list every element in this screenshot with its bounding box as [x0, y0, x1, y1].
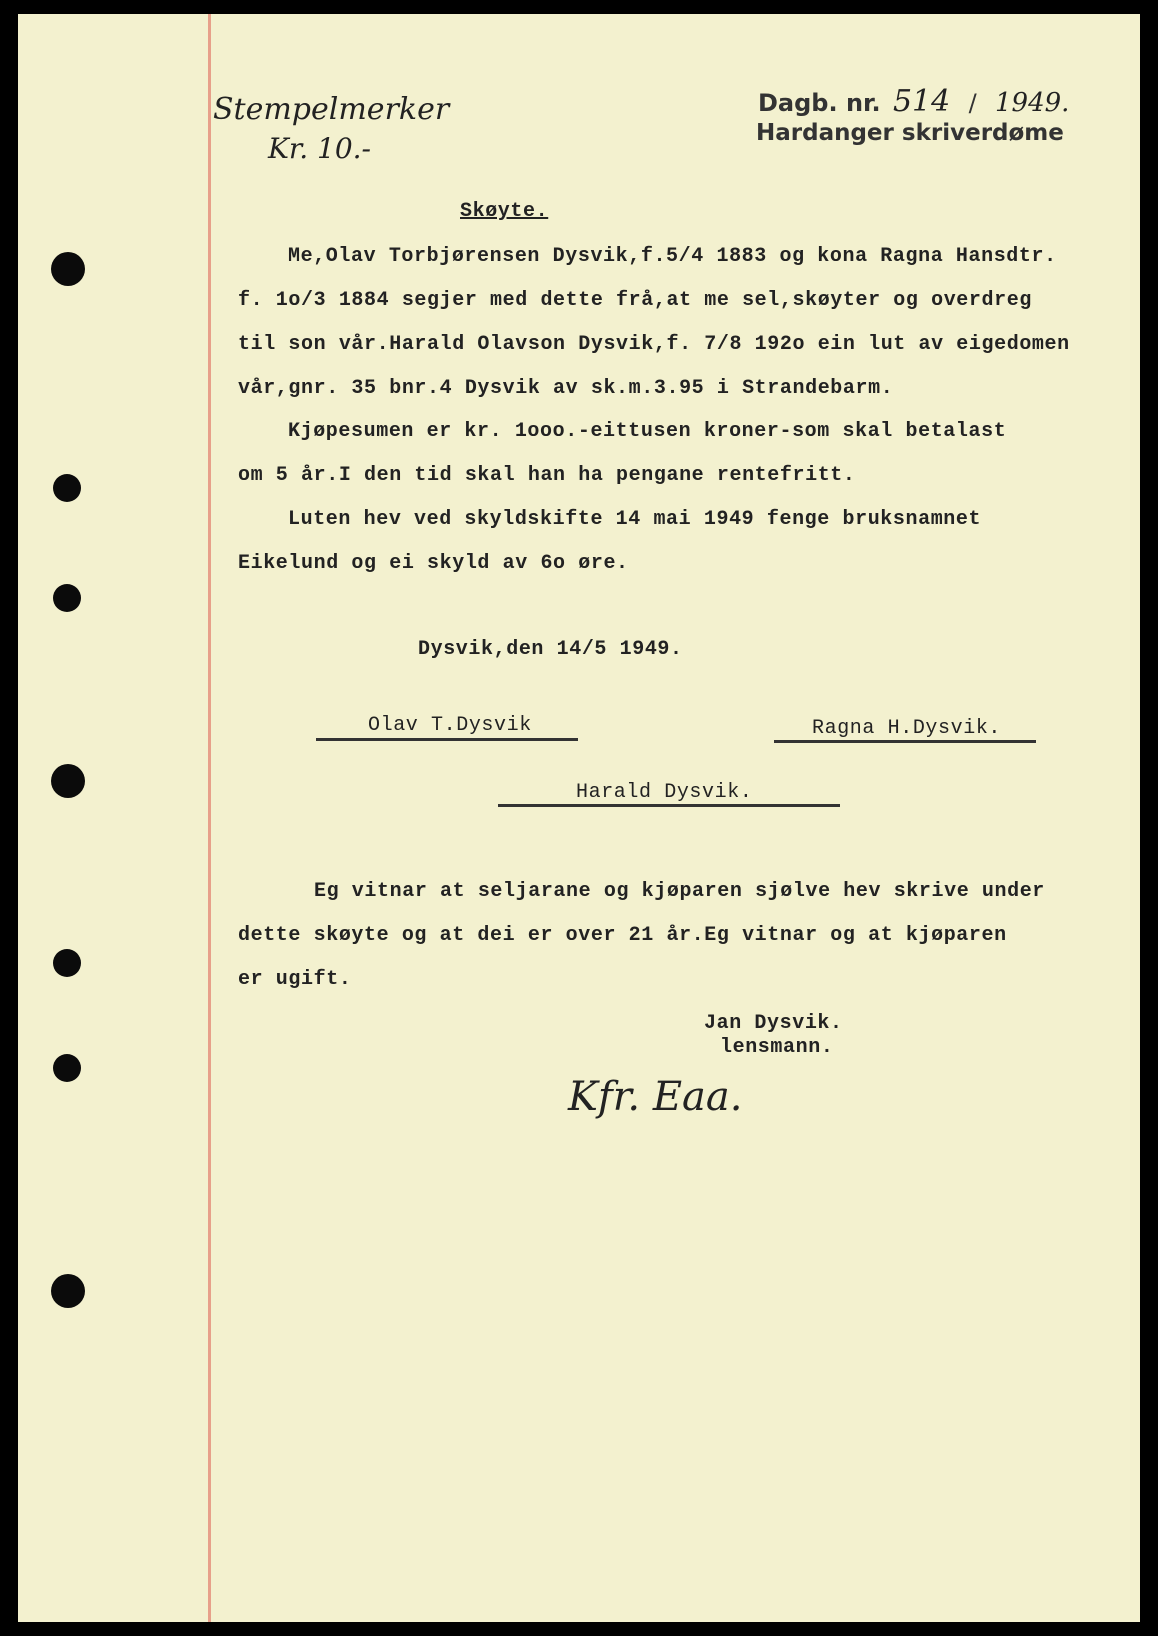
witness-role: lensmann. [720, 1036, 834, 1059]
handwritten-stamp-amount: Kr. 10.- [268, 132, 372, 165]
deed-line: f. 1o/3 1884 segjer med dette frå,at me sel,skøyter og overdreg [238, 289, 1032, 312]
punch-hole [53, 949, 81, 977]
margin-line [208, 14, 211, 1622]
signature-buyer: Harald Dysvik. [576, 781, 753, 804]
office-stamp: Hardanger skriverdøme [756, 120, 1064, 146]
diary-stamp: Dagb. nr. 514 / 1949. [758, 84, 1070, 119]
signature-seller-2: Ragna H.Dysvik. [812, 717, 1002, 740]
handwritten-stamp-note: Stempelmerker [213, 92, 450, 127]
deed-line: Luten hev ved skyldskifte 14 mai 1949 fenge bruksnamnet [288, 508, 982, 531]
place-date: Dysvik,den 14/5 1949. [418, 638, 683, 661]
signature-line [316, 738, 578, 741]
diary-number-label: Dagb. nr. [758, 89, 881, 117]
deed-title: Skøyte. [460, 200, 549, 223]
deed-line: Kjøpesumen er kr. 1ooo.-eittusen kroner-som skal betalast [288, 420, 1007, 443]
punch-hole [53, 584, 81, 612]
witness-line: er ugift. [238, 968, 352, 991]
deed-line: Eikelund og ei skyld av 6o øre. [238, 552, 629, 575]
witness-line: dette skøyte og at dei er over 21 år.Eg vitnar og at kjøparen [238, 924, 1007, 947]
punch-hole [51, 1274, 85, 1308]
punch-hole [51, 252, 85, 286]
signature-seller-1: Olav T.Dysvik [368, 714, 532, 737]
signature-line [774, 740, 1036, 743]
document-page [18, 14, 1140, 1622]
punch-hole [51, 764, 85, 798]
handwritten-initials: Kfr. Eaa. [568, 1074, 743, 1120]
witness-line: Eg vitnar at seljarane og kjøparen sjølve hev skrive under [314, 880, 1045, 903]
deed-line: Me,Olav Torbjørensen Dysvik,f.5/4 1883 og kona Ragna Hansdtr. [288, 245, 1057, 268]
diary-year: 1949. [995, 88, 1070, 118]
witness-name: Jan Dysvik. [704, 1012, 843, 1035]
diary-number: 514 [892, 84, 951, 119]
signature-line [498, 804, 840, 807]
punch-hole [53, 1054, 81, 1082]
deed-line: om 5 år.I den tid skal han ha pengane rentefritt. [238, 464, 856, 487]
deed-line: vår,gnr. 35 bnr.4 Dysvik av sk.m.3.95 i Strandebarm. [238, 377, 894, 400]
punch-hole [53, 474, 81, 502]
deed-line: til son vår.Harald Olavson Dysvik,f. 7/8 192o ein lut av eigedomen [238, 333, 1070, 356]
